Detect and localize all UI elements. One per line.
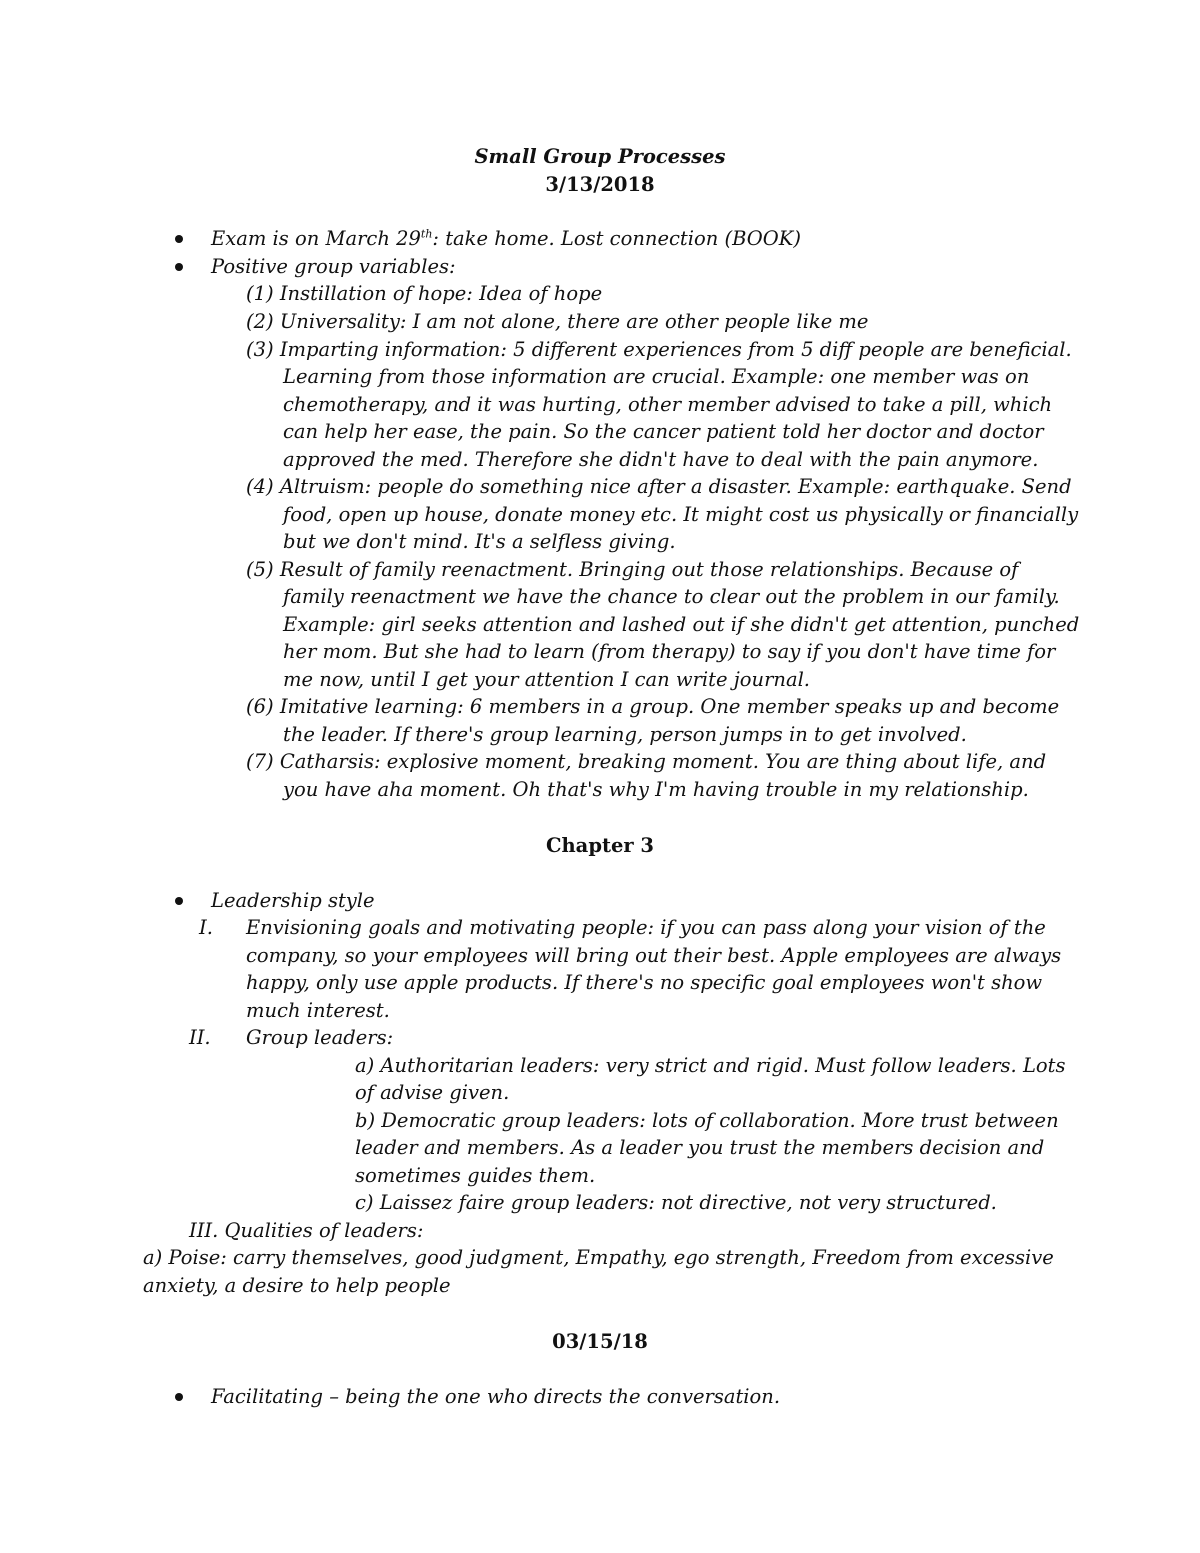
bullet-icon	[175, 897, 183, 905]
paragraph-line: a) Poise: carry themselves, good judgment, Empathy, ego strength, Freedom from excessive	[143, 1246, 1054, 1269]
roman-numeral: I.	[199, 916, 213, 939]
sub-item-continuation: leader and members. As a leader you trust the members decision and	[355, 1136, 1045, 1159]
sub-item-continuation: sometimes guides them.	[355, 1164, 596, 1187]
sub-item: a) Authoritarian leaders: very strict and rigid. Must follow leaders. Lots	[355, 1054, 1066, 1077]
list-item-continuation: but we don't mind. It's a selfless giving.	[283, 530, 676, 553]
list-item-continuation: me now, until I get your attention I can write journal.	[283, 668, 811, 691]
bullet-icon	[175, 263, 183, 271]
list-item-continuation: food, open up house, donate money etc. It might cost us physically or financially	[283, 503, 1079, 526]
list-item: (3) Imparting information: 5 different experiences from 5 diff people are beneficial.	[246, 338, 1072, 361]
list-item-continuation: approved the med. Therefore she didn't have to deal with the pain anymore.	[283, 448, 1039, 471]
bullet-icon	[175, 1393, 183, 1401]
exam-line: Exam is on March 29th: take home. Lost connection (BOOK)	[211, 227, 801, 250]
section-date-heading: 03/15/18	[552, 1330, 648, 1353]
list-item: Group leaders:	[246, 1026, 394, 1049]
bullet-icon	[175, 235, 183, 243]
list-item-continuation: company, so your employees will bring out their best. Apple employees are always	[246, 944, 1062, 967]
leadership-style-heading: Leadership style	[211, 889, 375, 912]
list-item-continuation: Learning from those information are crucial. Example: one member was on	[283, 365, 1030, 388]
list-item-continuation: you have aha moment. Oh that's why I'm having trouble in my relationship.	[283, 778, 1029, 801]
sub-item: b) Democratic group leaders: lots of collaboration. More trust between	[355, 1109, 1059, 1132]
page-date: 3/13/2018	[545, 173, 655, 196]
paragraph-line: anxiety, a desire to help people	[143, 1274, 451, 1297]
list-item: (1) Instillation of hope: Idea of hope	[246, 282, 603, 305]
roman-numeral: II.	[189, 1026, 211, 1049]
list-item: III. Qualities of leaders:	[189, 1219, 424, 1242]
list-item: (2) Universality: I am not alone, there are other people like me	[246, 310, 869, 333]
list-item: (7) Catharsis: explosive moment, breaking moment. You are thing about life, and	[246, 750, 1047, 773]
list-item: (6) Imitative learning: 6 members in a group. One member speaks up and become	[246, 695, 1060, 718]
list-item-continuation: happy, only use apple products. If there's no specific goal employees won't show	[246, 971, 1043, 994]
positive-variables-heading: Positive group variables:	[211, 255, 456, 278]
list-item-continuation: can help her ease, the pain. So the cancer patient told her doctor and doctor	[283, 420, 1044, 443]
list-item-continuation: Example: girl seeks attention and lashed out if she didn't get attention, punched	[283, 613, 1080, 636]
sub-item: c) Laissez faire group leaders: not directive, not very structured.	[355, 1191, 997, 1214]
list-item: Facilitating – being the one who directs the conversation.	[211, 1385, 781, 1408]
list-item-continuation: the leader. If there's group learning, person jumps in to get involved.	[283, 723, 967, 746]
list-item-continuation: chemotherapy, and it was hurting, other member advised to take a pill, which	[283, 393, 1053, 416]
chapter-heading: Chapter 3	[545, 834, 654, 857]
page-title: Small Group Processes	[474, 145, 726, 168]
list-item-continuation: her mom. But she had to learn (from therapy) to say if you don't have time for	[283, 640, 1056, 663]
list-item: Envisioning goals and motivating people: if you can pass along your vision of the	[246, 916, 1046, 939]
list-item: (5) Result of family reenactment. Bringing out those relationships. Because of	[246, 558, 1019, 581]
list-item: (4) Altruism: people do something nice after a disaster. Example: earthquake. Send	[246, 475, 1072, 498]
list-item-continuation: much interest.	[246, 999, 390, 1022]
list-item-continuation: family reenactment we have the chance to clear out the problem in our family.	[283, 585, 1060, 608]
sub-item-continuation: of advise given.	[355, 1081, 510, 1104]
